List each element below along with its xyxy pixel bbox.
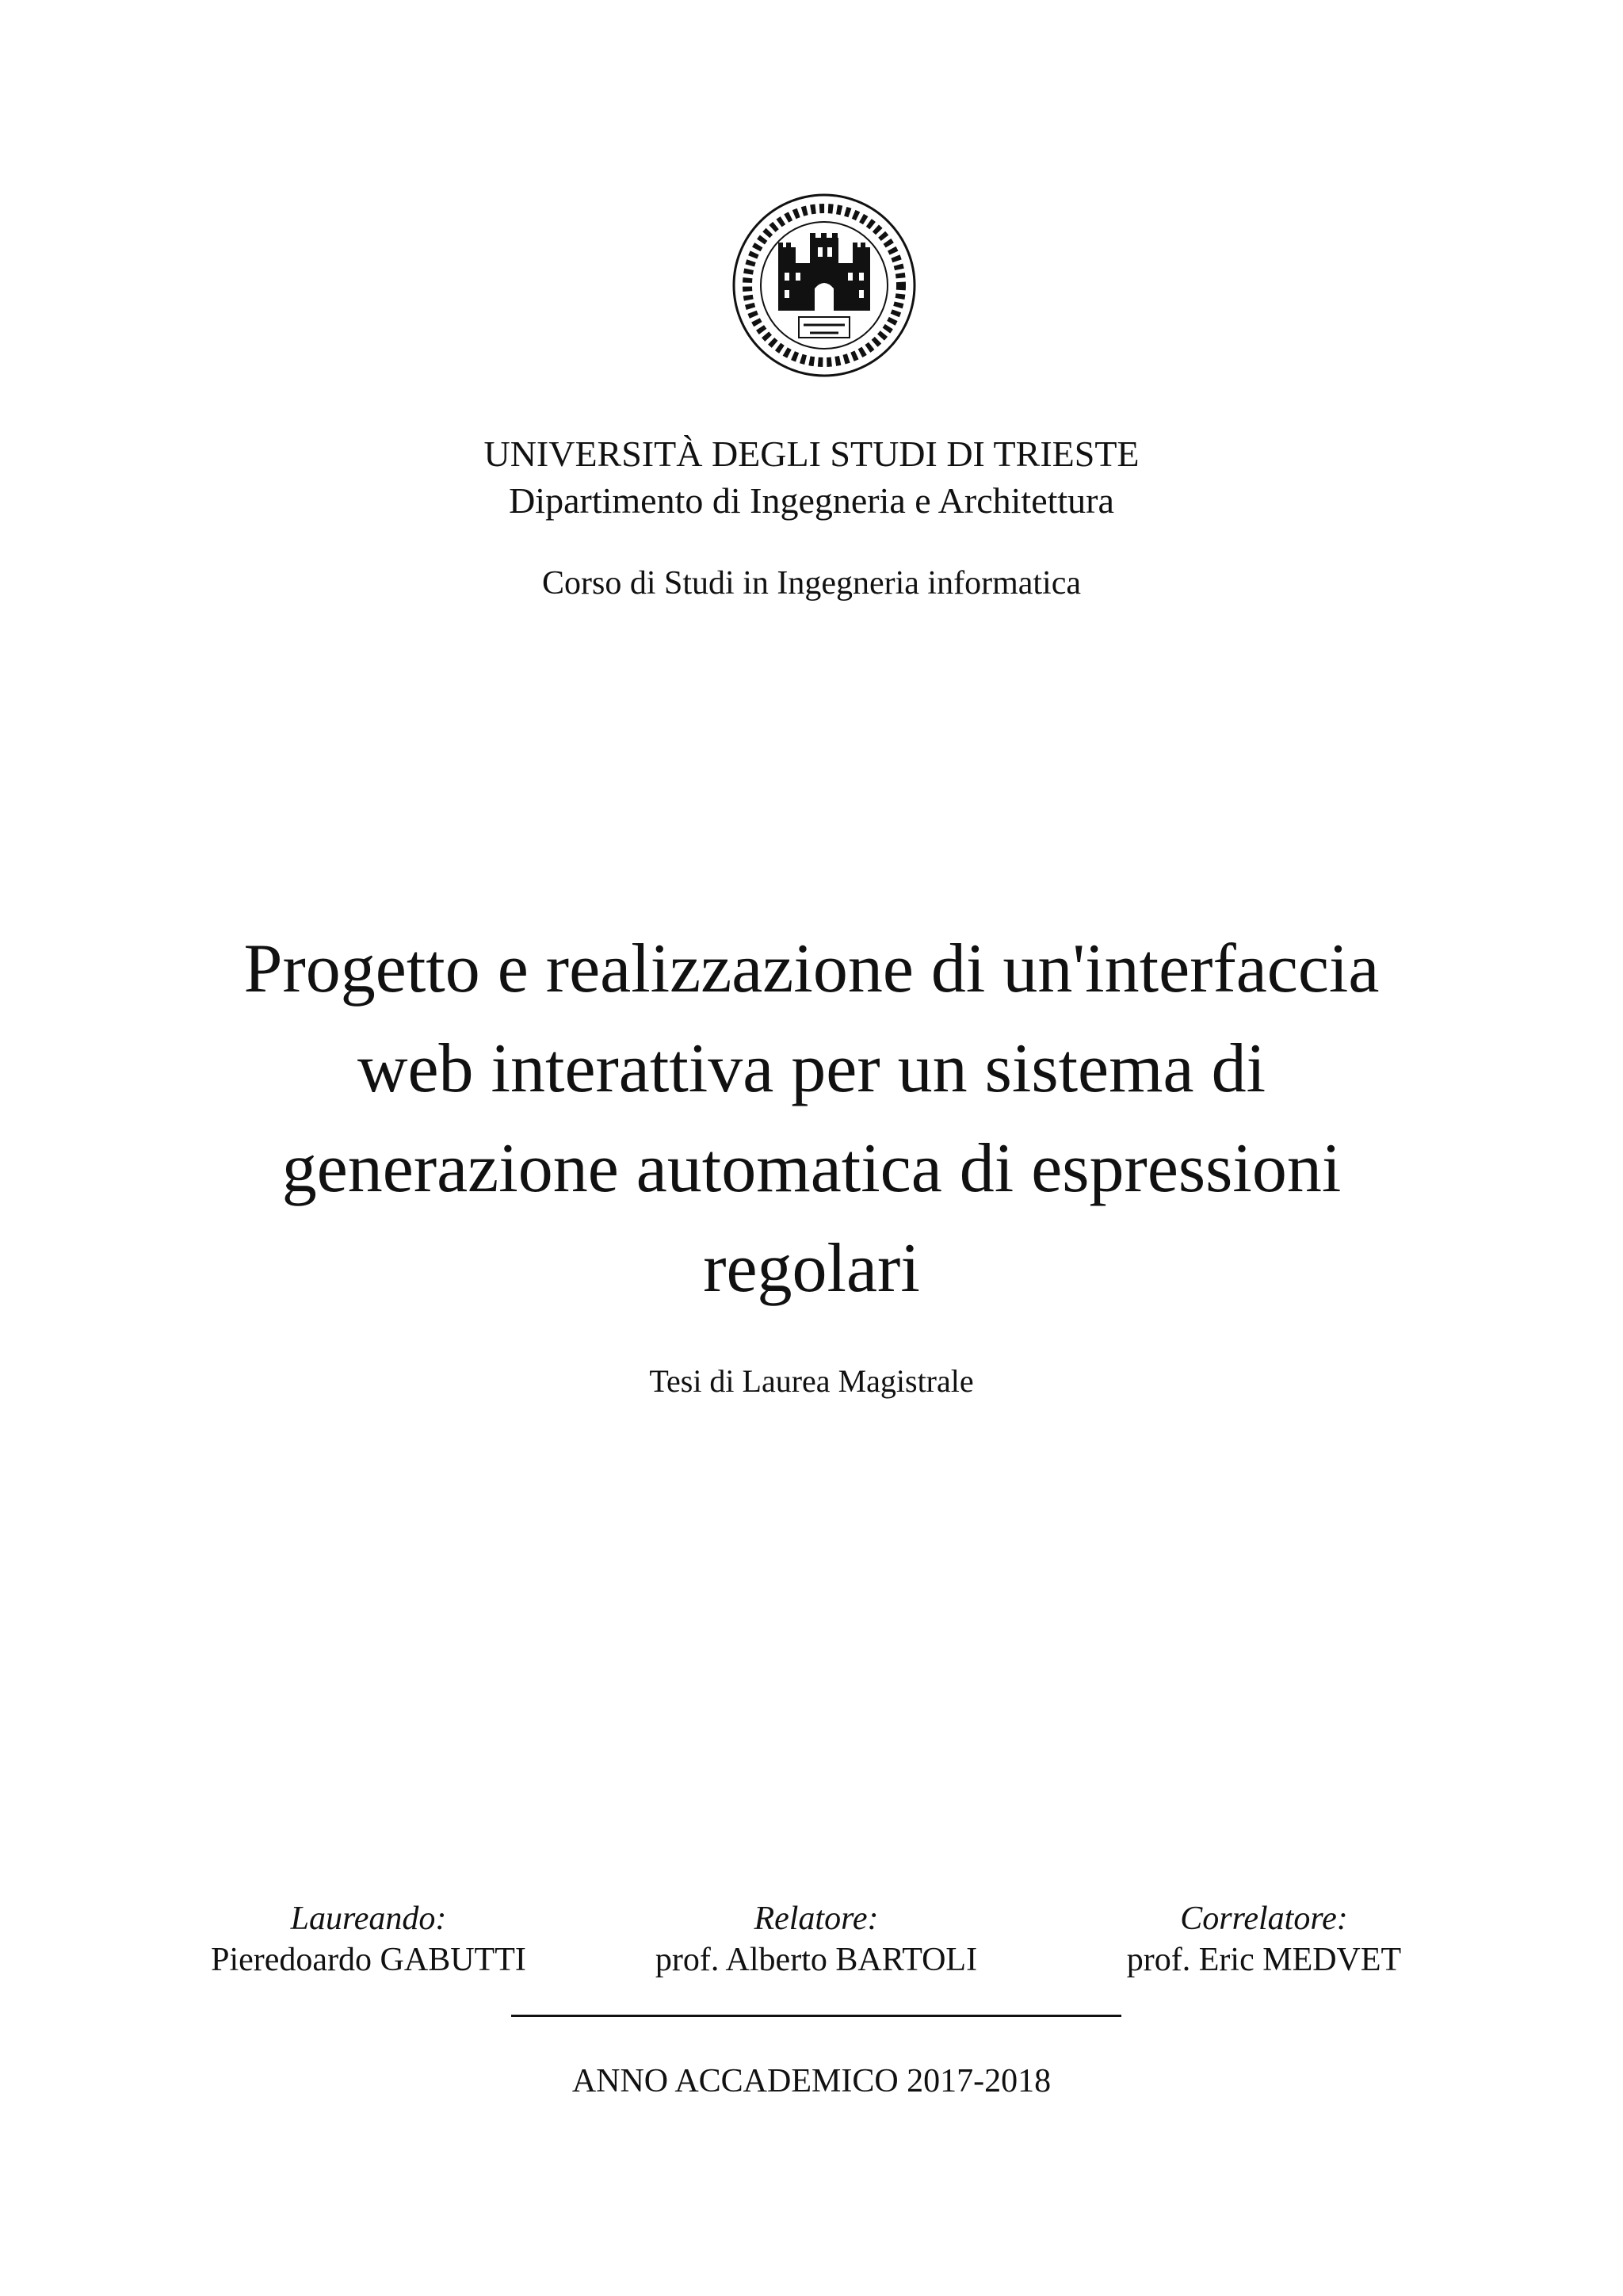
department-name: Dipartimento di Ingegneria e Architettura [509, 480, 1114, 521]
candidate-name: Pieredoardo GABUTTI [211, 1942, 526, 1978]
thesis-title [158, 919, 1465, 1319]
coadvisor-block [1078, 1898, 1450, 1981]
coadvisor-role: Correlatore: [1180, 1901, 1348, 1937]
candidate-role: Laureando: [290, 1901, 447, 1937]
coadvisor-name: prof. Eric MEDVET [1126, 1942, 1402, 1978]
advisor-role: Relatore: [754, 1901, 879, 1937]
thesis-title-line: generazione automatica di espressioni [281, 1130, 1342, 1207]
thesis-title-line: Progetto e realizzazione di un'interfaccia [243, 930, 1380, 1007]
university-name: UNIVERSITÀ DEGLI STUDI DI TRIESTE [483, 434, 1140, 474]
academic-year: ANNO ACCADEMICO 2017-2018 [571, 2063, 1052, 2099]
advisor-name: prof. Alberto BARTOLI [655, 1942, 978, 1978]
thesis-title-line: regolari [703, 1230, 920, 1307]
thesis-title-line: web interattiva per un sistema di [357, 1030, 1266, 1107]
divider [511, 2015, 1121, 2017]
course-name: Corso di Studi in Ingegneria informatica [541, 565, 1082, 602]
advisor-block [618, 1898, 1014, 1981]
university-seal-icon [729, 190, 919, 380]
thesis-type: Tesi di Laurea Magistrale [649, 1363, 974, 1399]
candidate-block [182, 1898, 555, 1981]
